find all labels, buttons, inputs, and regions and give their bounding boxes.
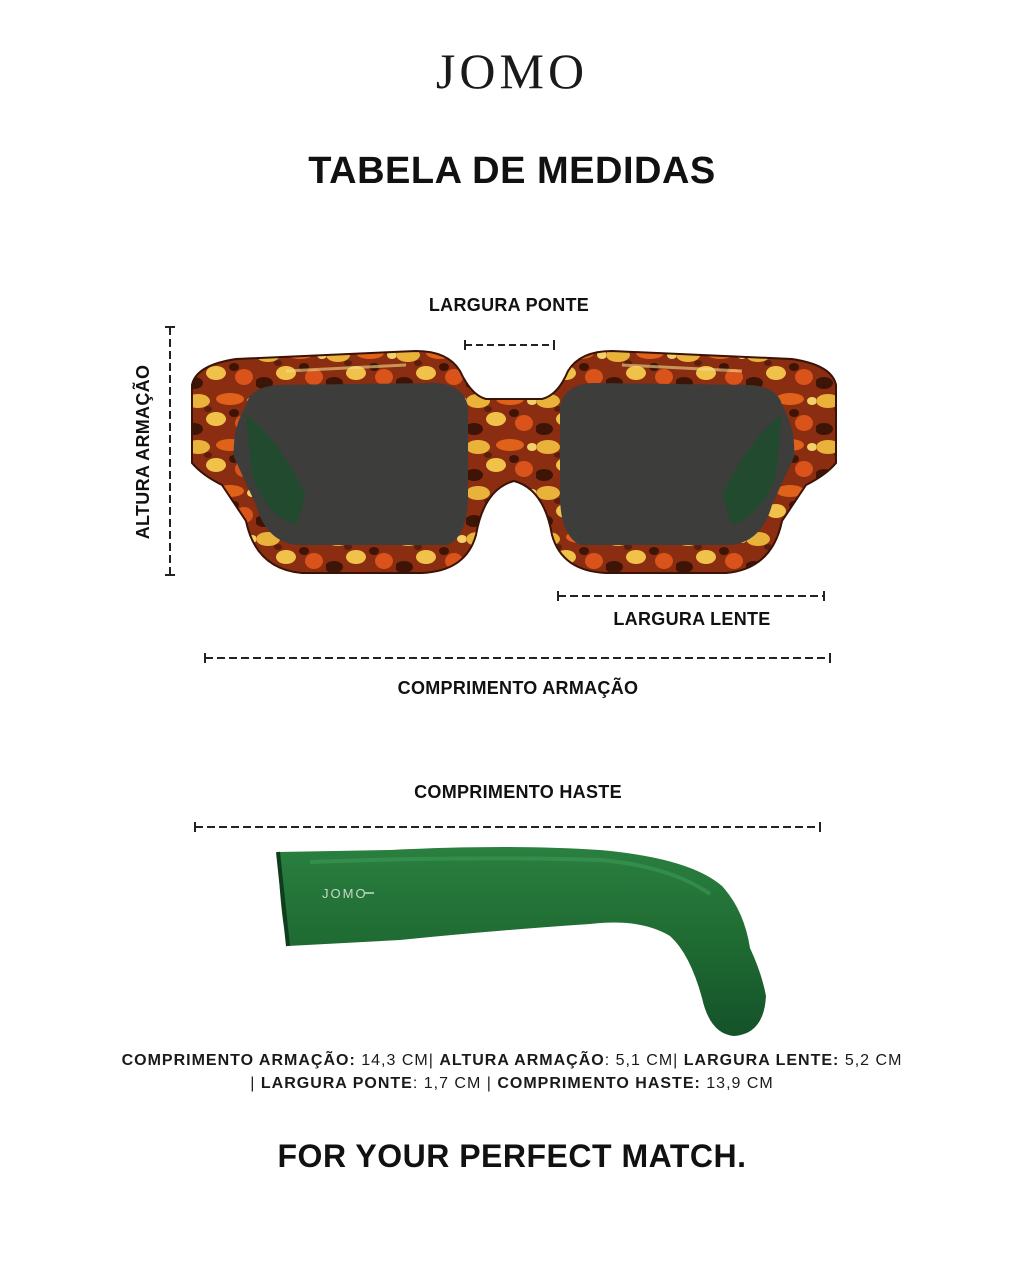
spec-temple-length-value: 13,9 CM (700, 1075, 774, 1092)
measurement-specs (0, 1049, 1024, 1095)
spec-lens-width-value: 5,2 CM (839, 1052, 903, 1069)
spec-temple-length-label: COMPRIMENTO HASTE: (497, 1075, 701, 1092)
spec-frame-length-value: 14,3 CM| (355, 1052, 440, 1069)
temple-arm-illustration (270, 838, 780, 1043)
spec-frame-height-value: : 5,1 CM| (604, 1052, 684, 1069)
frame-length-dimension-line (200, 651, 836, 665)
frame-height-label: ALTURA ARMAÇÃO (133, 364, 153, 540)
lens-width-label: LARGURA LENTE (613, 609, 771, 629)
frame-height-dimension-line (162, 322, 178, 582)
lens-width-dimension-line (553, 589, 829, 603)
tagline: FOR YOUR PERFECT MATCH. (277, 1138, 747, 1174)
temple-length-dimension-line (190, 820, 826, 834)
bridge-width-label: LARGURA PONTE (428, 295, 590, 315)
spec-lens-width-label: LARGURA LENTE: (683, 1052, 840, 1069)
spec-frame-length-label: COMPRIMENTO ARMAÇÃO: (121, 1052, 356, 1069)
frame-length-label: COMPRIMENTO ARMAÇÃO (397, 678, 639, 698)
specs-line-2 (0, 1072, 1024, 1095)
spec-bridge-width-label: LARGURA PONTE (260, 1075, 413, 1092)
temple-engraving-text: JOMO (322, 886, 368, 901)
temple-length-label: COMPRIMENTO HASTE (414, 782, 622, 802)
spec-line2-prefix: | (250, 1075, 261, 1092)
brand-logo: JOMO (435, 43, 589, 99)
page-title: TABELA DE MEDIDAS (308, 150, 716, 192)
spec-bridge-width-value: : 1,7 CM | (412, 1075, 498, 1092)
sunglasses-front-illustration (186, 345, 842, 585)
spec-frame-height-label: ALTURA ARMAÇÃO (439, 1052, 605, 1069)
specs-line-1 (0, 1049, 1024, 1072)
